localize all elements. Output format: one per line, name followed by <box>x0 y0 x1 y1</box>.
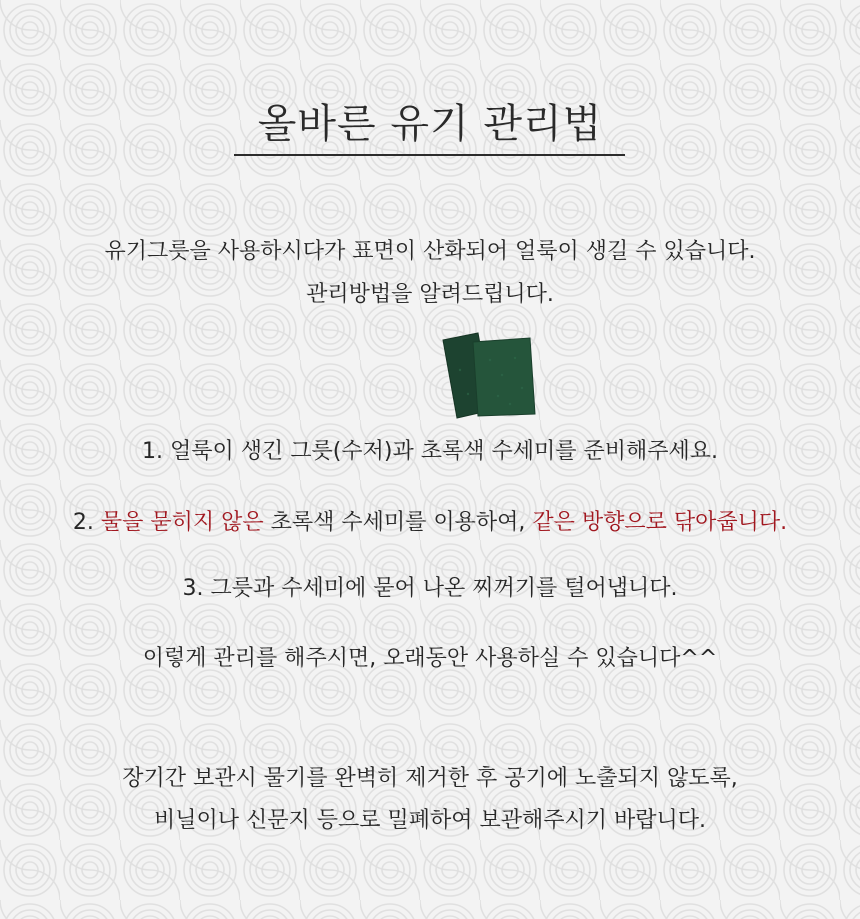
step-2-highlight-2: 같은 방향으로 닦아줍니다. <box>532 510 788 535</box>
closing-text: 이렇게 관리를 해주시면, 오래동안 사용하실 수 있습니다^^ <box>142 646 718 671</box>
step-2-prefix: 2. <box>72 510 101 535</box>
green-scouring-pad-icon <box>440 330 538 420</box>
storage-line-2: 비닐이나 신문지 등으로 밀폐하여 보관해주시기 바랍니다. <box>153 808 706 833</box>
intro-line-2: 관리방법을 알려드립니다. <box>306 282 554 307</box>
step-3: 3. 그릇과 수세미에 묻어 나온 찌꺼기를 털어냅니다. <box>182 576 678 601</box>
step-1: 1. 얼룩이 생긴 그릇(수저)과 초록색 수세미를 준비해주세요. <box>142 439 718 464</box>
intro-line-1: 유기그릇을 사용하시다가 표면이 산화되어 얼룩이 생길 수 있습니다. <box>104 239 756 264</box>
step-2-highlight-1: 물을 묻히지 않은 <box>100 510 264 535</box>
page-title: 올바른 유기 관리법 <box>257 101 603 147</box>
title-underline <box>234 154 625 156</box>
step-2-middle: 초록색 수세미를 이용하여, <box>263 510 533 535</box>
storage-line-1: 장기간 보관시 물기를 완벽히 제거한 후 공기에 노출되지 않도록, <box>122 766 738 791</box>
step-2 <box>0 505 860 536</box>
